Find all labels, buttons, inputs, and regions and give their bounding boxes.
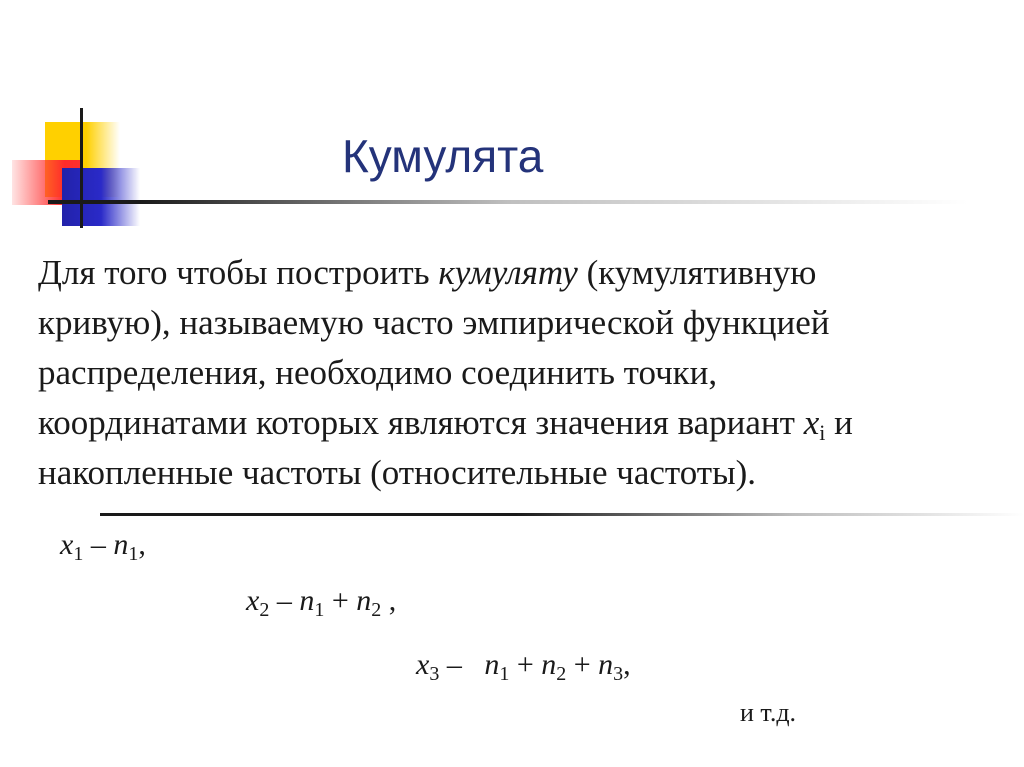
formula-3 — [416, 648, 631, 685]
sub: 3 — [429, 663, 440, 685]
var: n — [541, 648, 557, 681]
section-divider — [100, 513, 1024, 516]
paragraph-line-2: кривую), называемую часто эмпирической функцией — [38, 303, 830, 342]
emphasis-term: кумуляту — [438, 253, 578, 292]
punct: , — [623, 648, 631, 681]
sub: 1 — [499, 663, 510, 685]
punct: , — [381, 584, 397, 617]
op: + — [509, 648, 542, 681]
variable-x: x — [803, 403, 820, 442]
var: n — [484, 648, 500, 681]
text: Для того чтобы построить — [38, 253, 439, 292]
etcetera-text: и т.д. — [740, 698, 797, 727]
sub: 2 — [259, 599, 270, 621]
var: x — [246, 584, 260, 617]
formula-1 — [60, 528, 146, 565]
sub: 3 — [613, 663, 624, 685]
slide-paragraph — [38, 248, 998, 498]
text: и — [825, 403, 853, 442]
paragraph-line-1 — [38, 248, 998, 298]
var: x — [60, 528, 74, 561]
op: – — [83, 528, 114, 561]
op: + — [324, 584, 357, 617]
op: + — [566, 648, 599, 681]
text: (кумулятивную — [577, 253, 817, 292]
sub: 2 — [556, 663, 567, 685]
decor-vertical-line — [80, 108, 83, 228]
text: координатами которых являются значения вариант — [38, 403, 804, 442]
paragraph-line-3: распределения, необходимо соединить точки, — [38, 353, 718, 392]
sub: 1 — [128, 543, 139, 565]
sub: 1 — [73, 543, 84, 565]
formula-2 — [246, 584, 397, 621]
op: – — [439, 648, 485, 681]
slide-title: Кумулята — [342, 130, 544, 182]
punct: , — [138, 528, 146, 561]
paragraph-line-5: накопленные частоты (относительные частоты). — [38, 453, 756, 492]
sub: 2 — [371, 599, 382, 621]
var: n — [113, 528, 129, 561]
paragraph-line-4 — [38, 398, 998, 448]
decor-blue-square — [62, 168, 140, 226]
op: – — [269, 584, 300, 617]
sub: 1 — [314, 599, 325, 621]
var: n — [356, 584, 372, 617]
var: n — [598, 648, 614, 681]
var: n — [299, 584, 315, 617]
subscript-i: i — [819, 420, 826, 445]
var: x — [416, 648, 430, 681]
title-underline — [48, 200, 968, 204]
